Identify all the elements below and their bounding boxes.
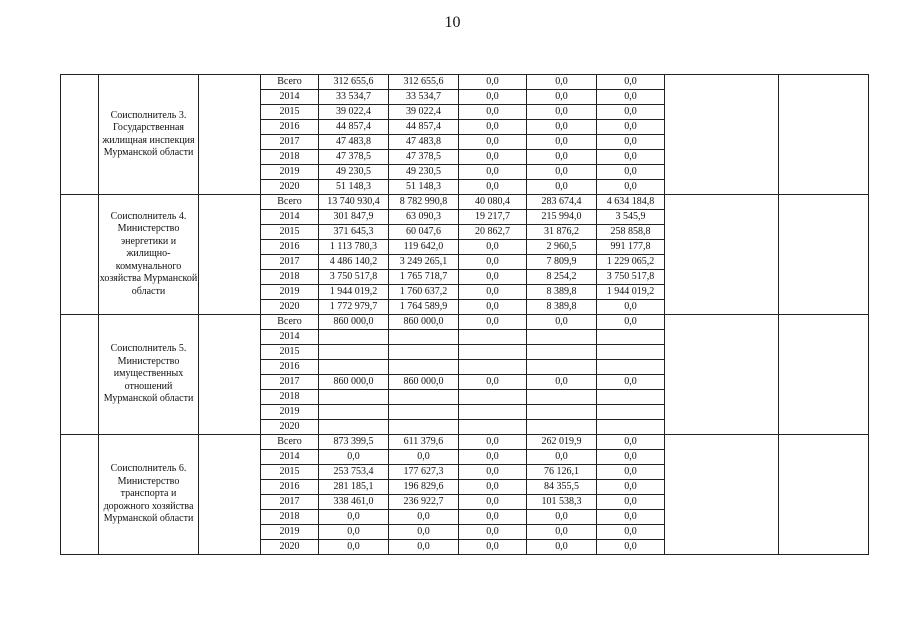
value-cell: 0,0 — [597, 180, 665, 195]
indicator-cell — [665, 75, 779, 195]
year-cell: 2020 — [261, 540, 319, 555]
value-cell — [459, 420, 527, 435]
number-cell — [61, 75, 99, 195]
result-cell — [779, 315, 869, 435]
number-cell — [61, 315, 99, 435]
value-cell — [459, 390, 527, 405]
value-cell: 0,0 — [459, 240, 527, 255]
year-cell: 2014 — [261, 90, 319, 105]
number-cell — [61, 435, 99, 555]
number-cell — [61, 195, 99, 315]
value-cell: 0,0 — [527, 120, 597, 135]
value-cell: 0,0 — [459, 105, 527, 120]
value-cell — [389, 390, 459, 405]
value-cell: 63 090,3 — [389, 210, 459, 225]
value-cell: 4 634 184,8 — [597, 195, 665, 210]
value-cell: 0,0 — [459, 465, 527, 480]
value-cell: 0,0 — [527, 90, 597, 105]
value-cell — [459, 360, 527, 375]
value-cell: 0,0 — [597, 315, 665, 330]
value-cell: 1 944 019,2 — [319, 285, 389, 300]
value-cell: 2 960,5 — [527, 240, 597, 255]
value-cell: 0,0 — [459, 375, 527, 390]
value-cell — [597, 345, 665, 360]
value-cell: 1 760 637,2 — [389, 285, 459, 300]
value-cell: 0,0 — [597, 165, 665, 180]
value-cell: 0,0 — [597, 90, 665, 105]
value-cell: 0,0 — [459, 525, 527, 540]
value-cell: 0,0 — [459, 90, 527, 105]
table-row — [61, 315, 869, 330]
value-cell: 0,0 — [389, 525, 459, 540]
value-cell: 49 230,5 — [389, 165, 459, 180]
year-cell: 2019 — [261, 525, 319, 540]
value-cell: 0,0 — [459, 150, 527, 165]
value-cell — [597, 420, 665, 435]
budget-table — [60, 74, 869, 555]
value-cell — [597, 405, 665, 420]
year-cell: 2014 — [261, 450, 319, 465]
value-cell: 76 126,1 — [527, 465, 597, 480]
value-cell: 253 753,4 — [319, 465, 389, 480]
value-cell — [527, 360, 597, 375]
value-cell: 47 378,5 — [319, 150, 389, 165]
year-cell: 2017 — [261, 495, 319, 510]
value-cell: 44 857,4 — [319, 120, 389, 135]
value-cell — [319, 330, 389, 345]
value-cell: 0,0 — [389, 540, 459, 555]
year-cell: 2015 — [261, 105, 319, 120]
result-cell — [779, 75, 869, 195]
value-cell — [459, 330, 527, 345]
value-cell: 0,0 — [597, 105, 665, 120]
value-cell: 0,0 — [459, 495, 527, 510]
value-cell: 0,0 — [459, 480, 527, 495]
value-cell: 860 000,0 — [319, 375, 389, 390]
value-cell: 0,0 — [597, 480, 665, 495]
value-cell — [319, 360, 389, 375]
value-cell: 0,0 — [597, 540, 665, 555]
value-cell — [389, 330, 459, 345]
value-cell: 47 483,8 — [389, 135, 459, 150]
value-cell: 0,0 — [389, 510, 459, 525]
value-cell: 33 534,7 — [389, 90, 459, 105]
value-cell: 371 645,3 — [319, 225, 389, 240]
value-cell — [319, 345, 389, 360]
value-cell: 0,0 — [459, 540, 527, 555]
source-cell — [199, 75, 261, 195]
year-cell: 2019 — [261, 285, 319, 300]
value-cell: 0,0 — [527, 105, 597, 120]
value-cell — [527, 405, 597, 420]
value-cell: 8 389,8 — [527, 285, 597, 300]
value-cell: 258 858,8 — [597, 225, 665, 240]
value-cell: 84 355,5 — [527, 480, 597, 495]
value-cell: 47 378,5 — [389, 150, 459, 165]
value-cell: 20 862,7 — [459, 225, 527, 240]
value-cell: 0,0 — [597, 120, 665, 135]
value-cell: 3 750 517,8 — [597, 270, 665, 285]
value-cell: 873 399,5 — [319, 435, 389, 450]
year-cell: 2016 — [261, 360, 319, 375]
value-cell — [389, 405, 459, 420]
value-cell: 1 229 065,2 — [597, 255, 665, 270]
value-cell: 0,0 — [527, 150, 597, 165]
value-cell: 7 809,9 — [527, 255, 597, 270]
value-cell: 33 534,7 — [319, 90, 389, 105]
value-cell: 0,0 — [527, 525, 597, 540]
value-cell: 51 148,3 — [319, 180, 389, 195]
value-cell: 860 000,0 — [319, 315, 389, 330]
value-cell: 0,0 — [459, 75, 527, 90]
value-cell — [527, 420, 597, 435]
value-cell: 611 379,6 — [389, 435, 459, 450]
table-row — [61, 435, 869, 450]
value-cell: 39 022,4 — [389, 105, 459, 120]
value-cell: 0,0 — [527, 75, 597, 90]
year-cell: 2018 — [261, 270, 319, 285]
value-cell: 0,0 — [597, 465, 665, 480]
value-cell: 215 994,0 — [527, 210, 597, 225]
value-cell: 3 545,9 — [597, 210, 665, 225]
year-cell: 2014 — [261, 330, 319, 345]
value-cell: 3 249 265,1 — [389, 255, 459, 270]
executor-cell: Соисполнитель 5. Министерство имущественных отношений Мурманской области — [99, 315, 199, 435]
year-cell: 2018 — [261, 390, 319, 405]
value-cell: 860 000,0 — [389, 315, 459, 330]
value-cell: 0,0 — [527, 315, 597, 330]
value-cell — [597, 330, 665, 345]
value-cell: 0,0 — [527, 375, 597, 390]
value-cell: 0,0 — [319, 525, 389, 540]
value-cell: 0,0 — [527, 510, 597, 525]
value-cell: 0,0 — [459, 180, 527, 195]
value-cell: 1 113 780,3 — [319, 240, 389, 255]
value-cell — [389, 345, 459, 360]
value-cell: 13 740 930,4 — [319, 195, 389, 210]
value-cell: 0,0 — [459, 450, 527, 465]
year-cell: 2015 — [261, 225, 319, 240]
source-cell — [199, 195, 261, 315]
value-cell — [459, 345, 527, 360]
value-cell: 0,0 — [527, 135, 597, 150]
table-row — [61, 75, 869, 90]
value-cell: 0,0 — [527, 180, 597, 195]
value-cell — [319, 405, 389, 420]
value-cell: 0,0 — [459, 300, 527, 315]
value-cell: 0,0 — [597, 495, 665, 510]
value-cell: 8 389,8 — [527, 300, 597, 315]
value-cell: 312 655,6 — [389, 75, 459, 90]
year-cell: 2020 — [261, 180, 319, 195]
year-cell: 2015 — [261, 345, 319, 360]
year-cell: Всего — [261, 435, 319, 450]
value-cell: 0,0 — [459, 255, 527, 270]
value-cell: 0,0 — [597, 435, 665, 450]
year-cell: 2014 — [261, 210, 319, 225]
value-cell: 236 922,7 — [389, 495, 459, 510]
value-cell — [527, 390, 597, 405]
value-cell: 312 655,6 — [319, 75, 389, 90]
year-cell: Всего — [261, 195, 319, 210]
value-cell: 101 538,3 — [527, 495, 597, 510]
value-cell: 1 944 019,2 — [597, 285, 665, 300]
value-cell: 338 461,0 — [319, 495, 389, 510]
year-cell: 2016 — [261, 240, 319, 255]
year-cell: 2018 — [261, 150, 319, 165]
year-cell: 2020 — [261, 420, 319, 435]
value-cell: 0,0 — [527, 450, 597, 465]
value-cell: 0,0 — [597, 135, 665, 150]
executor-cell: Соисполнитель 6. Министерство транспорта и дорожного хозяйства Мурманской области — [99, 435, 199, 555]
result-cell — [779, 195, 869, 315]
value-cell: 1 772 979,7 — [319, 300, 389, 315]
value-cell: 19 217,7 — [459, 210, 527, 225]
value-cell: 0,0 — [527, 165, 597, 180]
value-cell: 44 857,4 — [389, 120, 459, 135]
value-cell — [527, 345, 597, 360]
executor-cell: Соисполнитель 4. Министерство энергетики и жилищно-коммунального хозяйства Мурманской области — [99, 195, 199, 315]
value-cell: 0,0 — [459, 165, 527, 180]
value-cell: 0,0 — [597, 150, 665, 165]
value-cell: 40 080,4 — [459, 195, 527, 210]
value-cell — [319, 390, 389, 405]
value-cell: 0,0 — [459, 285, 527, 300]
year-cell: 2019 — [261, 405, 319, 420]
value-cell: 0,0 — [527, 540, 597, 555]
value-cell — [459, 405, 527, 420]
source-cell — [199, 435, 261, 555]
budget-table-body — [61, 75, 869, 555]
value-cell: 0,0 — [459, 135, 527, 150]
year-cell: 2016 — [261, 120, 319, 135]
value-cell: 262 019,9 — [527, 435, 597, 450]
value-cell: 0,0 — [319, 510, 389, 525]
value-cell: 0,0 — [319, 540, 389, 555]
value-cell: 0,0 — [597, 510, 665, 525]
value-cell: 119 642,0 — [389, 240, 459, 255]
indicator-cell — [665, 315, 779, 435]
year-cell: 2016 — [261, 480, 319, 495]
value-cell: 1 764 589,9 — [389, 300, 459, 315]
value-cell — [527, 330, 597, 345]
value-cell: 47 483,8 — [319, 135, 389, 150]
value-cell: 60 047,6 — [389, 225, 459, 240]
value-cell: 8 254,2 — [527, 270, 597, 285]
year-cell: 2018 — [261, 510, 319, 525]
year-cell: 2017 — [261, 375, 319, 390]
indicator-cell — [665, 195, 779, 315]
value-cell — [389, 360, 459, 375]
result-cell — [779, 435, 869, 555]
value-cell: 283 674,4 — [527, 195, 597, 210]
value-cell: 0,0 — [459, 270, 527, 285]
value-cell: 0,0 — [319, 450, 389, 465]
value-cell: 860 000,0 — [389, 375, 459, 390]
value-cell: 0,0 — [597, 300, 665, 315]
year-cell: 2019 — [261, 165, 319, 180]
value-cell: 4 486 140,2 — [319, 255, 389, 270]
value-cell: 281 185,1 — [319, 480, 389, 495]
value-cell: 177 627,3 — [389, 465, 459, 480]
value-cell: 0,0 — [459, 510, 527, 525]
year-cell: 2020 — [261, 300, 319, 315]
value-cell: 0,0 — [597, 75, 665, 90]
indicator-cell — [665, 435, 779, 555]
value-cell: 51 148,3 — [389, 180, 459, 195]
value-cell: 39 022,4 — [319, 105, 389, 120]
value-cell: 991 177,8 — [597, 240, 665, 255]
value-cell: 1 765 718,7 — [389, 270, 459, 285]
value-cell: 301 847,9 — [319, 210, 389, 225]
year-cell: 2017 — [261, 255, 319, 270]
value-cell — [597, 390, 665, 405]
page-number: 10 — [444, 14, 461, 31]
value-cell: 0,0 — [459, 315, 527, 330]
source-cell — [199, 315, 261, 435]
value-cell: 0,0 — [459, 120, 527, 135]
value-cell — [319, 420, 389, 435]
value-cell: 3 750 517,8 — [319, 270, 389, 285]
value-cell — [597, 360, 665, 375]
year-cell: 2017 — [261, 135, 319, 150]
value-cell: 31 876,2 — [527, 225, 597, 240]
value-cell: 0,0 — [597, 525, 665, 540]
executor-cell: Соисполнитель 3. Государственная жилищная инспекция Мурманской области — [99, 75, 199, 195]
year-cell: Всего — [261, 75, 319, 90]
value-cell: 0,0 — [389, 450, 459, 465]
value-cell: 8 782 990,8 — [389, 195, 459, 210]
table-row — [61, 195, 869, 210]
year-cell: Всего — [261, 315, 319, 330]
value-cell: 0,0 — [597, 375, 665, 390]
value-cell — [389, 420, 459, 435]
value-cell: 49 230,5 — [319, 165, 389, 180]
value-cell: 0,0 — [597, 450, 665, 465]
value-cell: 0,0 — [459, 435, 527, 450]
year-cell: 2015 — [261, 465, 319, 480]
value-cell: 196 829,6 — [389, 480, 459, 495]
